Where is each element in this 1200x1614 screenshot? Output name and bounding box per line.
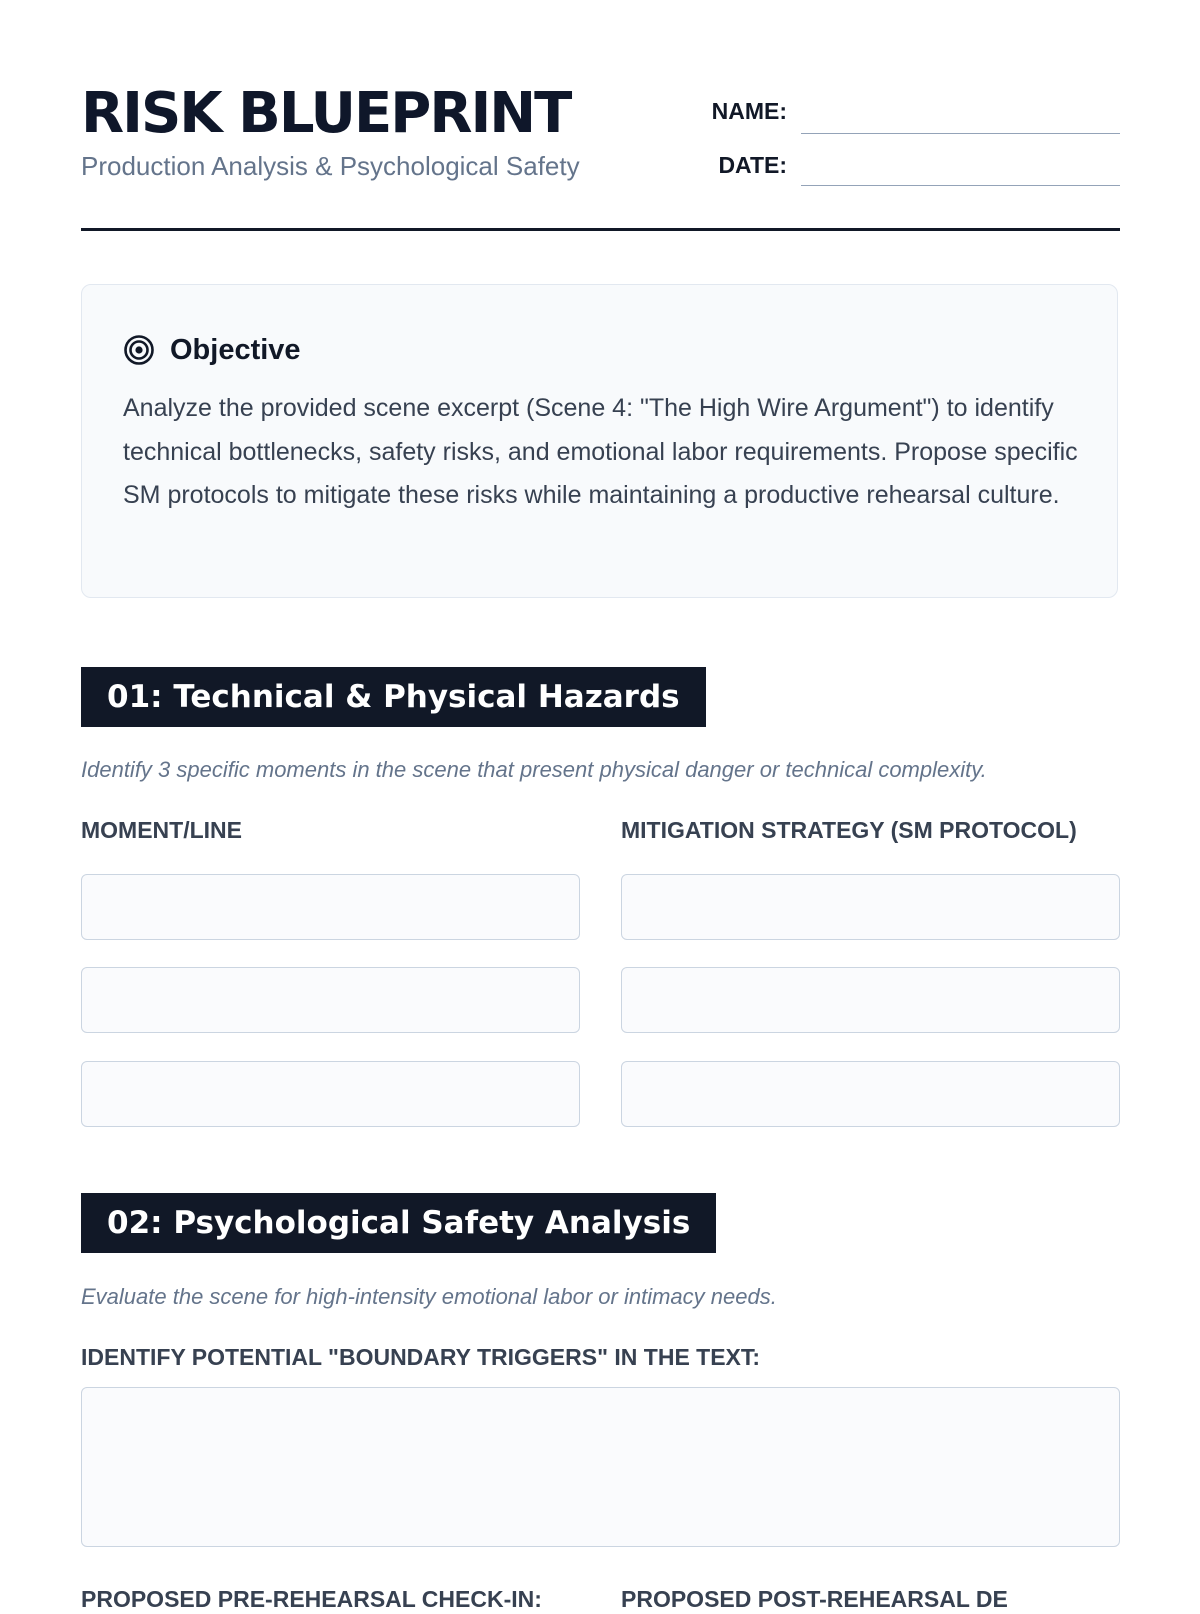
- mitigation-input-2[interactable]: [621, 967, 1120, 1033]
- moment-input-1[interactable]: [81, 874, 580, 940]
- moment-column-label: MOMENT/LINE: [81, 817, 242, 843]
- boundary-triggers-input[interactable]: [81, 1387, 1120, 1547]
- boundary-triggers-label: IDENTIFY POTENTIAL "BOUNDARY TRIGGERS" IN THE TEXT:: [81, 1344, 761, 1370]
- moment-input-2[interactable]: [81, 967, 580, 1033]
- section-header-technical-hazards: 01: Technical & Physical Hazards: [81, 667, 706, 727]
- objective-text: Analyze the provided scene excerpt (Scene 4: "The High Wire Argument") to identify technical bottlenecks, safety risks, and emotional labor requirements. Propose specific SM protocols to mitigate these risks while maintaining a productive rehearsal culture.: [123, 394, 1078, 509]
- name-label: NAME:: [711, 98, 787, 124]
- page-subtitle: Production Analysis & Psychological Safety: [81, 151, 580, 181]
- debrief-label: PROPOSED POST-REHEARSAL DE: [621, 1586, 1008, 1612]
- section-header-psychological-safety: 02: Psychological Safety Analysis: [81, 1193, 716, 1253]
- page-title: RISK BLUEPRINT: [81, 81, 571, 146]
- name-field[interactable]: [801, 133, 1120, 134]
- check-in-label: PROPOSED PRE-REHEARSAL CHECK-IN:: [81, 1586, 542, 1612]
- mitigation-input-3[interactable]: [621, 1061, 1120, 1127]
- worksheet-page: [81, 0, 1120, 1612]
- objective-panel: [81, 284, 1118, 598]
- section2-instruction: Evaluate the scene for high-intensity emotional labor or intimacy needs.: [81, 1284, 777, 1309]
- date-label: DATE:: [718, 152, 787, 178]
- mitigation-input-1[interactable]: [621, 874, 1120, 940]
- moment-input-3[interactable]: [81, 1061, 580, 1127]
- section1-instruction: Identify 3 specific moments in the scene that present physical danger or technical complexity.: [81, 757, 987, 782]
- objective-title: Objective: [170, 334, 301, 366]
- target-icon: [123, 334, 155, 366]
- worksheet-header: [81, 82, 1120, 231]
- date-field[interactable]: [801, 185, 1120, 186]
- mitigation-column-label: MITIGATION STRATEGY (SM PROTOCOL): [621, 817, 1077, 843]
